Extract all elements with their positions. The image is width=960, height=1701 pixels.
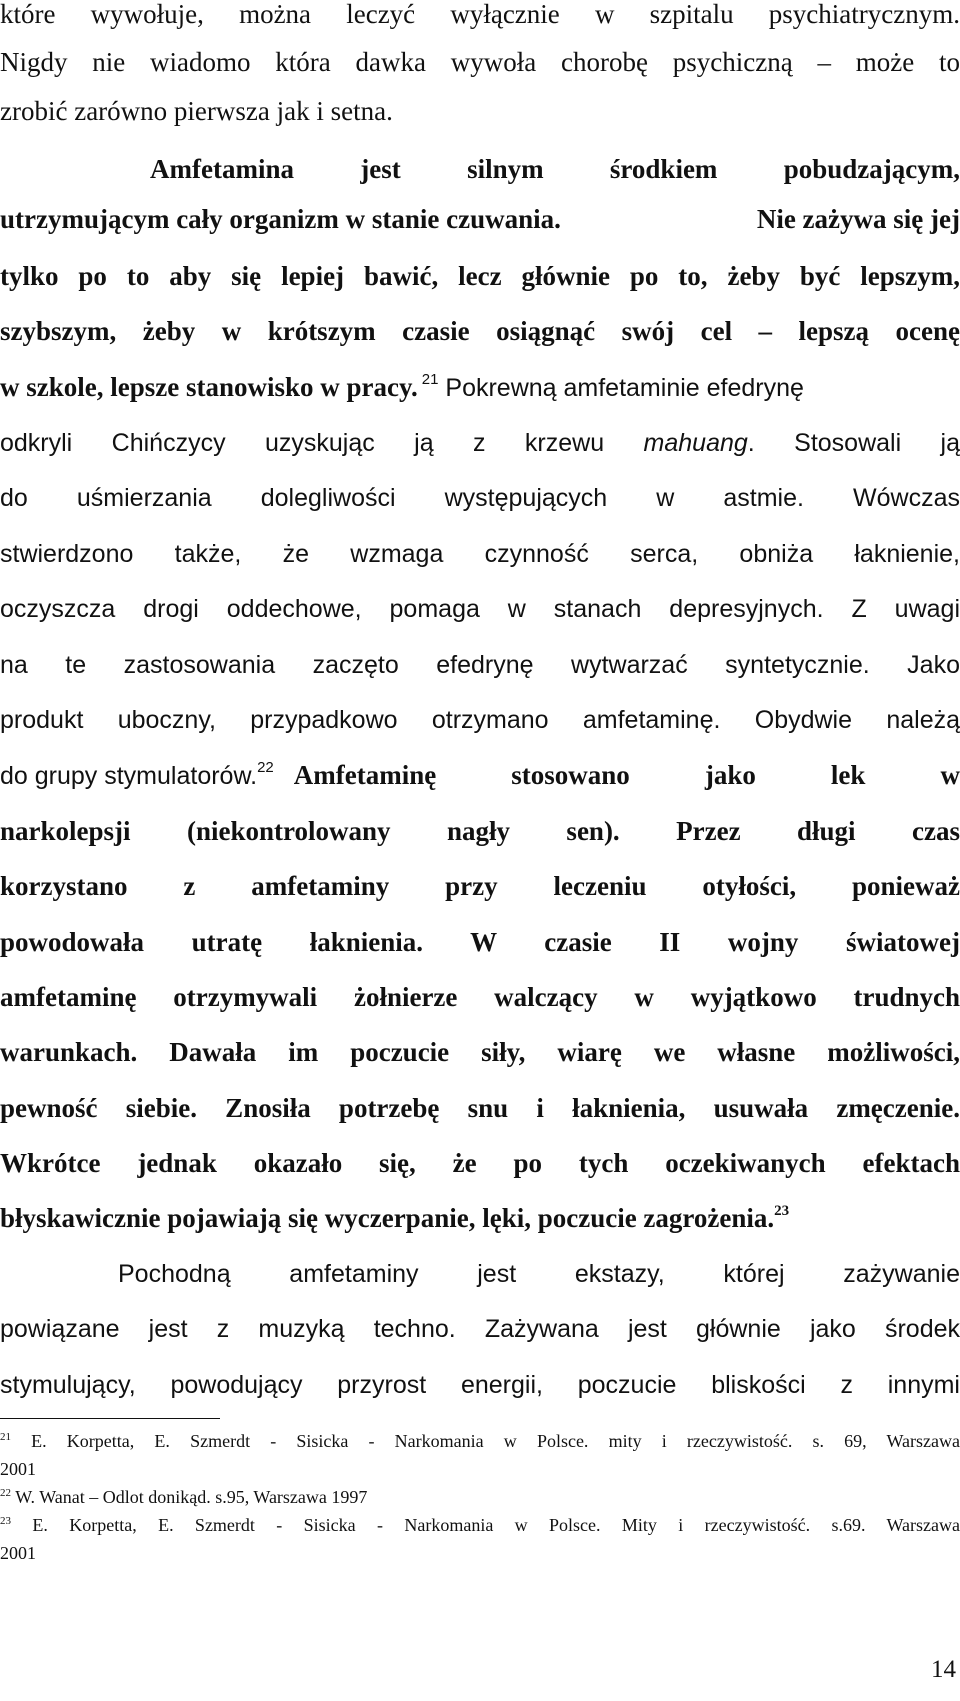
italic-term: mahuang [643,429,748,457]
text-line [0,202,960,236]
footnote-separator [0,1418,220,1419]
footnote-ref-21: 21 [421,371,439,388]
text-segment: Nie zażywa się jej [756,204,960,234]
text-line [0,1201,960,1235]
text-segment: Amfetamina jest silnym środkiem pobudzającym, [150,154,960,184]
text-line [0,1368,960,1402]
text-line [0,758,960,793]
footnote-mark: 22 [0,1487,11,1499]
footnote-text: E. Korpetta, E. Szmerdt - Sisicka - Narkomania w Polsce. mity i rzeczywistość. s. 69, Warszawa [31,1431,960,1451]
text-line [0,537,960,571]
text-segment: . Stosowali ją [747,429,960,457]
text-line [0,370,960,405]
text-line [0,0,960,31]
paragraph-first-line [118,1257,960,1291]
text-segment: szybszym, żeby w krótszym czasie osiągnąć swój cel – lepszą ocenę [0,316,960,346]
text-line [0,703,960,737]
text-segment: odkryli Chińczycy uzyskując ją z krzewu [0,429,605,457]
text-line [0,481,960,515]
text-line [0,94,960,128]
footnote-text: E. Korpetta, E. Szmerdt - Sisicka - Narkomania w Polsce. Mity i rzeczywistość. s.69. Warszawa [32,1515,960,1535]
text-line [0,1091,960,1125]
text-segment: Nigdy nie wiadomo która dawka wywoła chorobę psychiczną – może to [0,47,960,77]
footnote-21-cont [0,1458,960,1480]
text-segment: utrzymującym cały organizm w stanie czuwania. [0,204,561,234]
text-line [0,592,960,626]
text-segment: zrobić zarówno pierwsza jak i setna. [0,96,393,126]
text-segment: w szkole, lepsze stanowisko w pracy. [0,372,418,402]
footnote-ref-23: 23 [774,1203,790,1219]
text-line [0,648,960,682]
text-segment: stwierdzono także, że wzmaga czynność serca, obniża łaknienie, [0,540,960,568]
text-segment: narkolepsji (niekontrolowany nagły sen). Przez długi czas [0,816,960,846]
text-segment: tylko po to aby się lepiej bawić, lecz głównie po to, żeby być lepszym, [0,261,960,291]
text-line [0,980,960,1014]
text-segment: do grupy stymulatorów. [0,762,258,790]
text-segment: korzystano z amfetaminy przy leczeniu otyłości, ponieważ [0,871,960,901]
footnote-text: 2001 [0,1459,36,1479]
footnote-23-cont [0,1542,960,1564]
text-line [0,1035,960,1069]
footnote-23 [0,1514,960,1536]
text-line [0,426,960,460]
text-segment: do uśmierzania dolegliwości występujących w astmie. Wówczas [0,484,960,512]
text-line [0,925,960,959]
text-line [0,1312,960,1346]
text-line [0,1146,960,1180]
footnote-text: W. Wanat – Odlot donikąd. s.95, Warszawa 1997 [15,1487,368,1507]
text-segment: powiązane jest z muzyką techno. Zażywana jest głównie jako środek [0,1315,960,1343]
text-line [0,314,960,348]
footnote-mark: 23 [0,1515,11,1527]
text-line [0,259,960,293]
footnote-text: 2001 [0,1543,36,1563]
text-line [0,45,960,79]
text-segment: Pochodną amfetaminy jest ekstazy, której zażywanie [118,1260,960,1288]
text-segment: produkt uboczny, przypadkowo otrzymano amfetaminę. Obydwie należą [0,706,960,734]
text-segment: warunkach. Dawała im poczucie siły, wiarę we własne możliwości, [0,1037,960,1067]
footnote-ref-22: 22 [257,759,274,776]
text-segment: błyskawicznie pojawiają się wyczerpanie, lęki, poczucie zagrożenia. [0,1203,775,1233]
text-line [0,869,960,903]
text-segment: które wywołuje, można leczyć wyłącznie w szpitalu psychiatrycznym. [0,0,960,29]
footnote-mark: 21 [0,1431,11,1443]
text-segment: Pokrewną amfetaminie efedrynę [445,374,804,402]
footnote-22 [0,1486,960,1508]
footnote-21 [0,1430,960,1452]
text-segment: stymulujący, powodujący przyrost energii, poczucie bliskości z innymi [0,1371,960,1399]
text-line [0,814,960,848]
page-number: 14 [931,1656,956,1683]
text-segment: oczyszcza drogi oddechowe, pomaga w stanach depresyjnych. Z uwagi [0,595,960,623]
text-segment: pewność siebie. Znosiła potrzebę snu i łaknienia, usuwała zmęczenie. [0,1093,960,1123]
paragraph-first-line [150,152,960,186]
text-segment: powodowała utratę łaknienia. W czasie II wojny światowej [0,927,960,957]
text-segment: na te zastosowania zaczęto efedrynę wytwarzać syntetycznie. Jako [0,651,960,679]
text-segment: amfetaminę otrzymywali żołnierze walczący w wyjątkowo trudnych [0,982,960,1012]
text-segment: Amfetaminę stosowano jako lek w [293,760,960,790]
text-segment: Wkrótce jednak okazało się, że po tych oczekiwanych efektach [0,1148,960,1178]
